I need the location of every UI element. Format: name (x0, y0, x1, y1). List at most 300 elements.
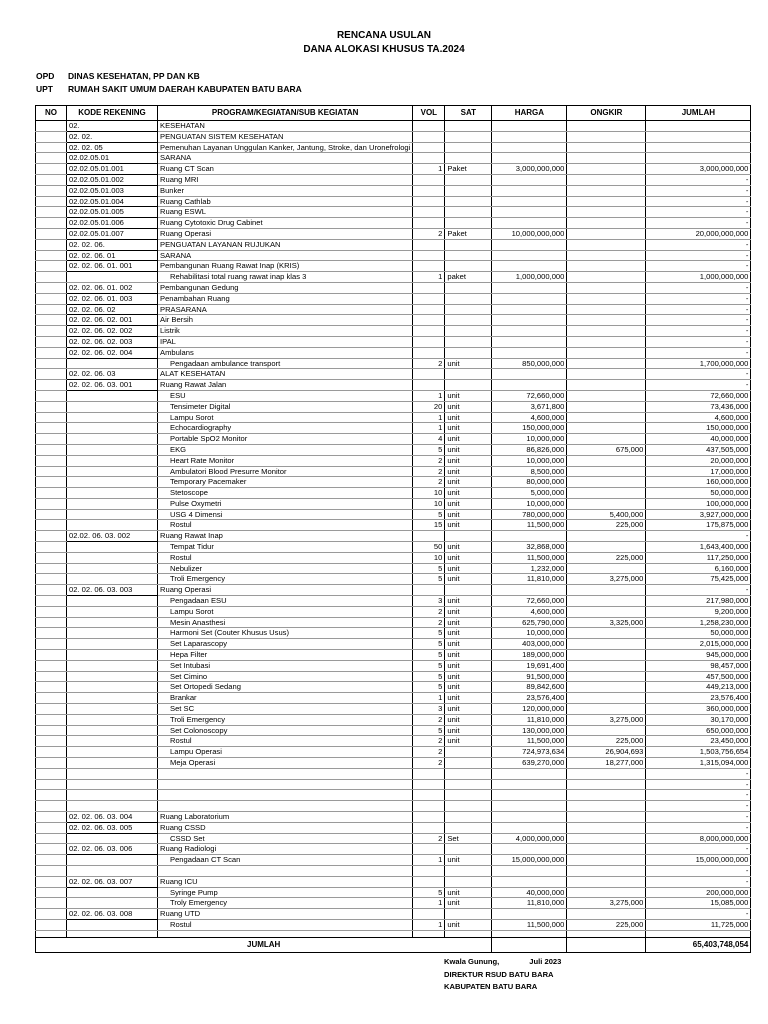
cell-ongkir (567, 272, 646, 283)
cell-harga: 3,000,000,000 (492, 164, 567, 175)
cell-ongkir (567, 369, 646, 380)
cell-ongkir (567, 660, 646, 671)
cell-ongkir (567, 466, 646, 477)
cell-no (36, 401, 67, 412)
cell-prog: Troly Emergency (158, 898, 413, 909)
table-row (36, 865, 751, 876)
table-row (36, 164, 751, 175)
cell-prog: SARANA (158, 250, 413, 261)
cell-ongkir: 225,000 (567, 552, 646, 563)
cell-kode: 02. 02. 06. 02. 002 (67, 326, 158, 337)
cell-jumlah: - (646, 865, 751, 876)
cell-vol: 1 (413, 919, 445, 930)
cell-ongkir (567, 239, 646, 250)
cell-vol: 5 (413, 682, 445, 693)
cell-ongkir (567, 131, 646, 142)
header-ongkir: ONGKIR (567, 106, 646, 121)
cell-sat (445, 239, 492, 250)
cell-harga: 780,000,000 (492, 509, 567, 520)
cell-ongkir: 225,000 (567, 736, 646, 747)
cell-vol: 2 (413, 358, 445, 369)
cell-jumlah: 23,576,400 (646, 693, 751, 704)
cell-kode (67, 779, 158, 790)
cell-vol: 5 (413, 628, 445, 639)
cell-ongkir: 675,000 (567, 444, 646, 455)
document-subtitle: DANA ALOKASI KHUSUS TA.2024 (303, 44, 465, 55)
cell-ongkir (567, 585, 646, 596)
cell-jumlah: 100,000,000 (646, 498, 751, 509)
table-row (36, 758, 751, 769)
cell-harga (492, 142, 567, 153)
table-row (36, 423, 751, 434)
cell-vol: 2 (413, 617, 445, 628)
cell-harga (492, 293, 567, 304)
cell-prog: Set Laparascopy (158, 639, 413, 650)
cell-harga (492, 218, 567, 229)
table-row (36, 304, 751, 315)
cell-no (36, 801, 67, 812)
cell-prog: Troli Emergency (158, 574, 413, 585)
cell-prog: Bunker (158, 185, 413, 196)
cell-jumlah: - (646, 844, 751, 855)
cell-kode: 02.02.05.01.004 (67, 196, 158, 207)
cell-vol (413, 380, 445, 391)
cell-prog: PENGUATAN LAYANAN RUJUKAN (158, 239, 413, 250)
cell-prog: USG 4 Dimensi (158, 509, 413, 520)
cell-no (36, 833, 67, 844)
cell-ongkir (567, 563, 646, 574)
cell-ongkir (567, 693, 646, 704)
cell-harga: 10,000,000 (492, 498, 567, 509)
cell-vol (413, 153, 445, 164)
cell-kode (67, 725, 158, 736)
cell-ongkir: 3,275,000 (567, 714, 646, 725)
cell-ongkir (567, 704, 646, 715)
cell-ongkir (567, 833, 646, 844)
cell-jumlah: 6,160,000 (646, 563, 751, 574)
cell-vol (413, 196, 445, 207)
cell-jumlah: - (646, 369, 751, 380)
cell-prog: KESEHATAN (158, 121, 413, 132)
cell-jumlah: 3,927,000,000 (646, 509, 751, 520)
cell-no (36, 660, 67, 671)
table-row (36, 563, 751, 574)
table-row (36, 650, 751, 661)
cell-ongkir: 3,275,000 (567, 574, 646, 585)
cell-sat: unit (445, 390, 492, 401)
table-row (36, 833, 751, 844)
cell-no (36, 315, 67, 326)
cell-kode: 02. 02. 06. 02. 001 (67, 315, 158, 326)
cell-vol: 1 (413, 855, 445, 866)
table-row (36, 131, 751, 142)
table-row (36, 693, 751, 704)
table-row (36, 779, 751, 790)
cell-prog: Lampu Sorot (158, 606, 413, 617)
cell-no (36, 919, 67, 930)
cell-prog: PRASARANA (158, 304, 413, 315)
cell-ongkir (567, 434, 646, 445)
cell-jumlah: 2,015,000,000 (646, 639, 751, 650)
table-row (36, 358, 751, 369)
cell-vol: 5 (413, 660, 445, 671)
cell-harga (492, 801, 567, 812)
cell-ongkir (567, 347, 646, 358)
table-row (36, 812, 751, 823)
cell-kode (67, 693, 158, 704)
cell-harga (492, 876, 567, 887)
cell-harga: 89,842,600 (492, 682, 567, 693)
cell-jumlah: - (646, 790, 751, 801)
table-row (36, 909, 751, 920)
cell-prog: Ambulans (158, 347, 413, 358)
cell-harga: 10,000,000 (492, 434, 567, 445)
cell-vol (413, 239, 445, 250)
cell-kode (67, 520, 158, 531)
cell-vol (413, 347, 445, 358)
cell-jumlah: 150,000,000 (646, 423, 751, 434)
cell-ongkir (567, 639, 646, 650)
cell-kode: 02. 02. 06. 01. 001 (67, 261, 158, 272)
cell-kode (67, 477, 158, 488)
cell-ongkir (567, 865, 646, 876)
cell-harga: 4,000,000,000 (492, 833, 567, 844)
cell-kode: 02. 02. 06. 03. 006 (67, 844, 158, 855)
table-row (36, 552, 751, 563)
cell-prog: Heart Rate Monitor (158, 455, 413, 466)
cell-sat: unit (445, 563, 492, 574)
cell-kode (67, 552, 158, 563)
cell-jumlah: 40,000,000 (646, 434, 751, 445)
cell-no (36, 758, 67, 769)
cell-prog: Penambahan Ruang (158, 293, 413, 304)
cell-ongkir: 26,904,693 (567, 747, 646, 758)
cell-ongkir (567, 326, 646, 337)
cell-sat: unit (445, 401, 492, 412)
cell-sat (445, 174, 492, 185)
cell-sat (445, 758, 492, 769)
cell-jumlah: 1,503,756,654 (646, 747, 751, 758)
cell-sat (445, 768, 492, 779)
cell-ongkir (567, 682, 646, 693)
cell-jumlah: 1,643,400,000 (646, 542, 751, 553)
cell-prog: Tempat Tidur (158, 542, 413, 553)
cell-harga: 11,500,000 (492, 736, 567, 747)
cell-vol (413, 207, 445, 218)
cell-harga (492, 282, 567, 293)
cell-ongkir (567, 293, 646, 304)
opd-value: DINAS KESEHATAN, PP DAN KB (68, 71, 200, 81)
cell-no (36, 628, 67, 639)
header-vol: VOL (413, 106, 445, 121)
cell-harga (492, 185, 567, 196)
cell-vol (413, 585, 445, 596)
cell-harga: 19,691,400 (492, 660, 567, 671)
cell-ongkir: 18,277,000 (567, 758, 646, 769)
cell-vol (413, 131, 445, 142)
total-label: JUMLAH (36, 937, 492, 952)
cell-harga: 625,790,000 (492, 617, 567, 628)
cell-no (36, 520, 67, 531)
cell-vol (413, 812, 445, 823)
cell-prog: Syringe Pump (158, 887, 413, 898)
cell-harga (492, 585, 567, 596)
table-row (36, 336, 751, 347)
cell-sat (445, 218, 492, 229)
table-row (36, 239, 751, 250)
cell-sat (445, 585, 492, 596)
table-row (36, 660, 751, 671)
cell-jumlah: 72,660,000 (646, 390, 751, 401)
cell-kode (67, 596, 158, 607)
cell-no (36, 185, 67, 196)
cell-jumlah: - (646, 304, 751, 315)
cell-harga: 1,000,000,000 (492, 272, 567, 283)
cell-no (36, 812, 67, 823)
cell-harga (492, 250, 567, 261)
cell-vol (413, 865, 445, 876)
cell-jumlah: - (646, 239, 751, 250)
cell-no (36, 488, 67, 499)
cell-prog: Set Ortopedi Sedang (158, 682, 413, 693)
cell-jumlah: 98,457,000 (646, 660, 751, 671)
cell-sat: unit (445, 358, 492, 369)
cell-prog: Hepa Filter (158, 650, 413, 661)
cell-sat: unit (445, 660, 492, 671)
cell-harga: 189,000,000 (492, 650, 567, 661)
table-body (36, 121, 751, 931)
cell-kode: 02. 02. 06. 03. 005 (67, 822, 158, 833)
cell-jumlah: 23,450,000 (646, 736, 751, 747)
cell-jumlah: 15,000,000,000 (646, 855, 751, 866)
cell-harga: 80,000,000 (492, 477, 567, 488)
table-row (36, 628, 751, 639)
cell-ongkir (567, 542, 646, 553)
cell-vol (413, 185, 445, 196)
cell-ongkir (567, 801, 646, 812)
cell-jumlah: 50,000,000 (646, 628, 751, 639)
cell-jumlah: - (646, 293, 751, 304)
table-row (36, 585, 751, 596)
cell-jumlah (646, 142, 751, 153)
cell-sat (445, 380, 492, 391)
cell-sat: unit (445, 466, 492, 477)
cell-kode (67, 747, 158, 758)
table-row (36, 466, 751, 477)
table-row (36, 369, 751, 380)
cell-kode (67, 714, 158, 725)
cell-sat: unit (445, 542, 492, 553)
cell-vol (413, 304, 445, 315)
cell-harga: 8,500,000 (492, 466, 567, 477)
table-row (36, 250, 751, 261)
cell-ongkir (567, 304, 646, 315)
cell-vol: 15 (413, 520, 445, 531)
table-row (36, 434, 751, 445)
cell-sat (445, 779, 492, 790)
cell-no (36, 153, 67, 164)
cell-prog: Rehabilitasi total ruang rawat inap klas 3 (158, 272, 413, 283)
table-row (36, 704, 751, 715)
cell-kode: 02. 02. 06. (67, 239, 158, 250)
table-row (36, 121, 751, 132)
cell-vol: 50 (413, 542, 445, 553)
cell-no (36, 261, 67, 272)
cell-sat: unit (445, 704, 492, 715)
cell-kode (67, 768, 158, 779)
cell-sat (445, 790, 492, 801)
cell-kode (67, 801, 158, 812)
cell-jumlah (646, 131, 751, 142)
cell-vol (413, 315, 445, 326)
cell-prog: Temporary Pacemaker (158, 477, 413, 488)
cell-no (36, 358, 67, 369)
cell-kode (67, 466, 158, 477)
cell-jumlah: 20,000,000,000 (646, 228, 751, 239)
cell-prog: Harmoni Set (Couter Khusus Usus) (158, 628, 413, 639)
cell-kode (67, 606, 158, 617)
cell-sat: unit (445, 714, 492, 725)
opd-line (36, 71, 200, 81)
cell-prog: Lampu Operasi (158, 747, 413, 758)
cell-harga (492, 131, 567, 142)
cell-harga (492, 315, 567, 326)
table-row (36, 736, 751, 747)
cell-harga: 23,576,400 (492, 693, 567, 704)
cell-vol: 1 (413, 272, 445, 283)
cell-prog: Portable SpO2 Monitor (158, 434, 413, 445)
cell-ongkir (567, 628, 646, 639)
cell-prog: Air Bersih (158, 315, 413, 326)
cell-ongkir (567, 725, 646, 736)
cell-prog: Ruang UTD (158, 909, 413, 920)
cell-kode: 02. 02. 06. 03. 001 (67, 380, 158, 391)
cell-kode (67, 617, 158, 628)
cell-vol (413, 779, 445, 790)
cell-vol: 2 (413, 833, 445, 844)
cell-vol: 10 (413, 488, 445, 499)
cell-vol: 10 (413, 552, 445, 563)
cell-kode (67, 790, 158, 801)
cell-sat (445, 196, 492, 207)
table-row (36, 218, 751, 229)
cell-kode (67, 833, 158, 844)
cell-harga (492, 822, 567, 833)
cell-sat: unit (445, 444, 492, 455)
cell-vol: 1 (413, 164, 445, 175)
table-row (36, 747, 751, 758)
cell-prog: Set SC (158, 704, 413, 715)
cell-harga (492, 790, 567, 801)
cell-prog: Troli Emergency (158, 714, 413, 725)
cell-no (36, 585, 67, 596)
cell-vol (413, 801, 445, 812)
cell-no (36, 606, 67, 617)
cell-prog: Lampu Sorot (158, 412, 413, 423)
cell-no (36, 617, 67, 628)
cell-prog: Set Cimino (158, 671, 413, 682)
cell-prog: Nebulizer (158, 563, 413, 574)
table-row (36, 488, 751, 499)
sign-office: KABUPATEN BATU BARA (444, 982, 538, 991)
cell-kode (67, 488, 158, 499)
cell-vol (413, 250, 445, 261)
cell-jumlah: - (646, 218, 751, 229)
cell-sat (445, 207, 492, 218)
cell-no (36, 671, 67, 682)
cell-no (36, 423, 67, 434)
cell-ongkir (567, 207, 646, 218)
cell-prog: Ruang MRI (158, 174, 413, 185)
cell-kode (67, 542, 158, 553)
total-row (36, 937, 751, 952)
cell-no (36, 844, 67, 855)
cell-sat: unit (445, 455, 492, 466)
cell-prog: Rostul (158, 552, 413, 563)
cell-kode (67, 671, 158, 682)
cell-vol (413, 909, 445, 920)
cell-no (36, 768, 67, 779)
cell-sat: unit (445, 488, 492, 499)
sign-title: DIREKTUR RSUD BATU BARA (444, 970, 554, 979)
cell-ongkir: 5,400,000 (567, 509, 646, 520)
table-row (36, 520, 751, 531)
cell-prog: Pengadaan ambulance transport (158, 358, 413, 369)
cell-harga (492, 121, 567, 132)
cell-no (36, 347, 67, 358)
cell-ongkir: 225,000 (567, 520, 646, 531)
cell-ongkir (567, 855, 646, 866)
cell-prog: Pemenuhan Layanan Unggulan Kanker, Jantung, Stroke, dan Uronefrologi (158, 142, 413, 153)
cell-sat: unit (445, 606, 492, 617)
cell-prog: Echocardiography (158, 423, 413, 434)
cell-prog: Set Colonoscopy (158, 725, 413, 736)
table-row (36, 272, 751, 283)
cell-prog: Pengadaan ESU (158, 596, 413, 607)
cell-kode: 02.02. 06. 03. 002 (67, 531, 158, 542)
cell-jumlah: 650,000,000 (646, 725, 751, 736)
cell-harga: 120,000,000 (492, 704, 567, 715)
cell-harga: 91,500,000 (492, 671, 567, 682)
cell-jumlah: - (646, 261, 751, 272)
cell-vol: 1 (413, 412, 445, 423)
table-row (36, 326, 751, 337)
cell-jumlah: - (646, 876, 751, 887)
cell-jumlah (646, 153, 751, 164)
cell-no (36, 272, 67, 283)
cell-no (36, 239, 67, 250)
cell-jumlah: - (646, 347, 751, 358)
table-row (36, 207, 751, 218)
cell-kode: 02. 02. 06. 03. 008 (67, 909, 158, 920)
cell-jumlah: 449,213,000 (646, 682, 751, 693)
cell-no (36, 336, 67, 347)
cell-harga: 11,500,000 (492, 552, 567, 563)
cell-vol (413, 142, 445, 153)
cell-vol (413, 844, 445, 855)
cell-no (36, 531, 67, 542)
cell-sat (445, 250, 492, 261)
cell-no (36, 682, 67, 693)
table-row (36, 315, 751, 326)
cell-vol (413, 876, 445, 887)
cell-no (36, 142, 67, 153)
upt-key: UPT (36, 84, 53, 94)
cell-sat (445, 282, 492, 293)
cell-jumlah: 3,000,000,000 (646, 164, 751, 175)
cell-harga: 4,600,000 (492, 606, 567, 617)
upt-line (36, 84, 302, 94)
